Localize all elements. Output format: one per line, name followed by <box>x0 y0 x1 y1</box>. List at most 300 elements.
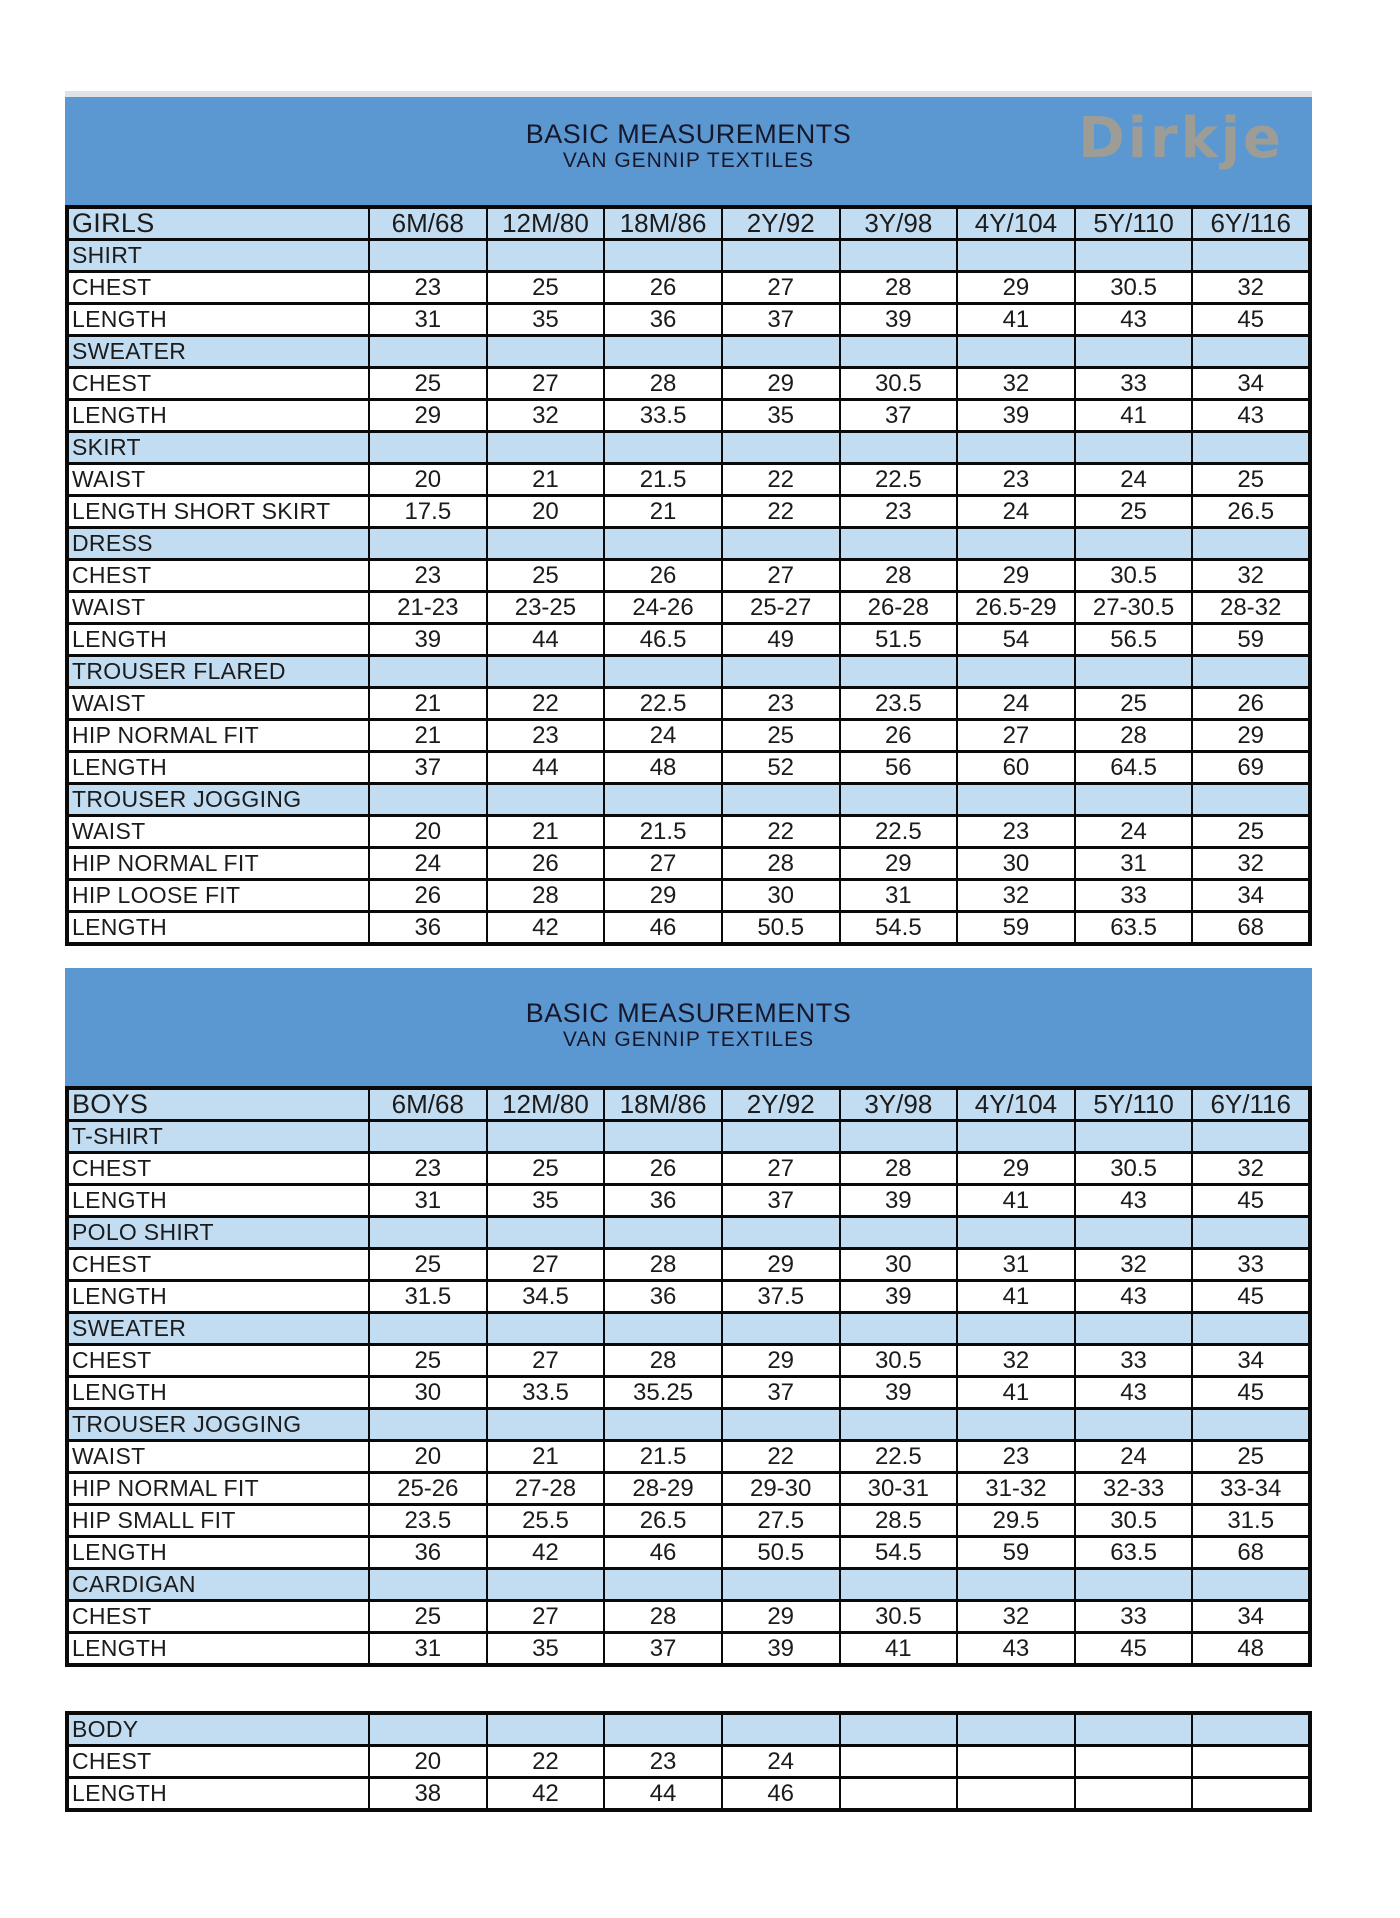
size-column-header: 2Y/92 <box>722 1088 840 1121</box>
row-label-cell: HIP NORMAL FIT <box>67 1473 369 1505</box>
value-cell: 38 <box>369 1778 487 1811</box>
section-empty-cell <box>840 784 958 816</box>
value-cell: 30.5 <box>1075 560 1193 592</box>
measurement-row <box>67 1633 1310 1666</box>
section-header-cell: DRESS <box>67 528 369 560</box>
row-label-cell: HIP SMALL FIT <box>67 1505 369 1537</box>
value-cell: 33 <box>1075 368 1193 400</box>
value-cell: 27 <box>604 848 722 880</box>
value-cell: 25 <box>722 720 840 752</box>
row-label-cell: WAIST <box>67 464 369 496</box>
size-column-header: 2Y/92 <box>722 207 840 240</box>
value-cell: 32 <box>1192 272 1310 304</box>
value-cell: 21 <box>369 720 487 752</box>
value-cell: 29 <box>722 1249 840 1281</box>
value-cell: 60 <box>957 752 1075 784</box>
value-cell: 28 <box>1075 720 1193 752</box>
value-cell: 49 <box>722 624 840 656</box>
row-label-cell: CHEST <box>67 1746 369 1778</box>
value-cell: 41 <box>957 1377 1075 1409</box>
value-cell: 29.5 <box>957 1505 1075 1537</box>
section-empty-cell <box>840 1313 958 1345</box>
measurement-row <box>67 560 1310 592</box>
value-cell: 35.25 <box>604 1377 722 1409</box>
value-cell: 35 <box>487 1633 605 1666</box>
size-column-header: 12M/80 <box>487 1088 605 1121</box>
value-cell: 31.5 <box>369 1281 487 1313</box>
value-cell: 25.5 <box>487 1505 605 1537</box>
row-label-cell: LENGTH <box>67 752 369 784</box>
section-empty-cell <box>957 528 1075 560</box>
section-empty-cell <box>487 240 605 272</box>
section-empty-cell <box>369 240 487 272</box>
measurement-row <box>67 1377 1310 1409</box>
section-empty-cell <box>604 1569 722 1601</box>
value-cell: 30.5 <box>1075 272 1193 304</box>
section-header-cell: TROUSER JOGGING <box>67 784 369 816</box>
value-cell: 23 <box>957 1441 1075 1473</box>
value-cell: 21.5 <box>604 1441 722 1473</box>
value-cell: 25 <box>1075 496 1193 528</box>
section-empty-cell <box>1075 656 1193 688</box>
section-header-cell: TROUSER FLARED <box>67 656 369 688</box>
value-cell: 21.5 <box>604 464 722 496</box>
value-cell: 37 <box>722 1377 840 1409</box>
section-empty-cell <box>1192 1217 1310 1249</box>
value-cell: 43 <box>1075 304 1193 336</box>
value-cell: 32 <box>957 368 1075 400</box>
measurement-row <box>67 1778 1310 1811</box>
value-cell: 25 <box>369 1249 487 1281</box>
value-cell: 46 <box>604 912 722 945</box>
value-cell: 23 <box>957 816 1075 848</box>
value-cell: 35 <box>722 400 840 432</box>
value-cell: 20 <box>369 1746 487 1778</box>
value-cell: 36 <box>369 912 487 945</box>
section-empty-cell <box>957 656 1075 688</box>
value-cell: 27-28 <box>487 1473 605 1505</box>
section-empty-cell <box>369 336 487 368</box>
value-cell: 24 <box>1075 464 1193 496</box>
value-cell: 29 <box>604 880 722 912</box>
row-label-cell: LENGTH <box>67 1377 369 1409</box>
section-empty-cell <box>840 1569 958 1601</box>
value-cell: 27 <box>487 1249 605 1281</box>
section-header-row <box>67 336 1310 368</box>
value-cell: 31 <box>957 1249 1075 1281</box>
value-cell: 27 <box>722 272 840 304</box>
section-empty-cell <box>369 1313 487 1345</box>
value-cell: 21 <box>487 464 605 496</box>
section-empty-cell <box>1192 1569 1310 1601</box>
value-cell: 21 <box>487 1441 605 1473</box>
value-cell: 23 <box>957 464 1075 496</box>
value-cell: 26 <box>1192 688 1310 720</box>
value-cell: 42 <box>487 1778 605 1811</box>
section-empty-cell <box>840 240 958 272</box>
value-cell: 17.5 <box>369 496 487 528</box>
value-cell: 44 <box>487 624 605 656</box>
value-cell: 59 <box>1192 624 1310 656</box>
section-empty-cell <box>604 432 722 464</box>
section-empty-cell <box>487 1409 605 1441</box>
section-empty-cell <box>722 1569 840 1601</box>
dirkje-brand-logo: Dirkje <box>1078 106 1284 171</box>
value-cell: 21 <box>487 816 605 848</box>
row-label-cell: CHEST <box>67 1249 369 1281</box>
sheet-content <box>65 91 1312 1812</box>
value-cell: 33 <box>1075 1345 1193 1377</box>
empty-value-cell <box>1075 1746 1193 1778</box>
value-cell: 63.5 <box>1075 912 1193 945</box>
section-header-cell: SHIRT <box>67 240 369 272</box>
section-empty-cell <box>487 528 605 560</box>
section-empty-cell <box>1192 432 1310 464</box>
row-label-cell: LENGTH <box>67 912 369 945</box>
value-cell: 22.5 <box>604 688 722 720</box>
value-cell: 32 <box>1192 560 1310 592</box>
value-cell: 24-26 <box>604 592 722 624</box>
value-cell: 25 <box>369 1601 487 1633</box>
value-cell: 33.5 <box>604 400 722 432</box>
value-cell: 23 <box>722 688 840 720</box>
value-cell: 26.5 <box>1192 496 1310 528</box>
value-cell: 28 <box>604 368 722 400</box>
section-empty-cell <box>604 528 722 560</box>
value-cell: 23 <box>369 560 487 592</box>
value-cell: 25 <box>1192 816 1310 848</box>
section-empty-cell <box>1192 240 1310 272</box>
value-cell: 29 <box>722 1601 840 1633</box>
value-cell: 51.5 <box>840 624 958 656</box>
value-cell: 25 <box>1192 464 1310 496</box>
section-empty-cell <box>957 1313 1075 1345</box>
value-cell: 28 <box>604 1249 722 1281</box>
value-cell: 37 <box>604 1633 722 1666</box>
section-empty-cell <box>957 240 1075 272</box>
section-empty-cell <box>1192 336 1310 368</box>
section-empty-cell <box>840 656 958 688</box>
section-empty-cell <box>369 432 487 464</box>
value-cell: 39 <box>957 400 1075 432</box>
section-empty-cell <box>487 784 605 816</box>
value-cell: 31 <box>369 304 487 336</box>
section-header-row <box>67 1313 1310 1345</box>
row-label-cell: CHEST <box>67 368 369 400</box>
section-empty-cell <box>1192 1313 1310 1345</box>
section-empty-cell <box>1192 1409 1310 1441</box>
value-cell: 41 <box>957 304 1075 336</box>
value-cell: 43 <box>1192 400 1310 432</box>
section-header-row <box>67 1217 1310 1249</box>
section-empty-cell <box>369 1569 487 1601</box>
value-cell: 69 <box>1192 752 1310 784</box>
measurement-row <box>67 400 1310 432</box>
section-empty-cell <box>1075 432 1193 464</box>
value-cell: 32 <box>957 1345 1075 1377</box>
section-empty-cell <box>604 1217 722 1249</box>
measurement-row <box>67 816 1310 848</box>
value-cell: 64.5 <box>1075 752 1193 784</box>
value-cell: 26-28 <box>840 592 958 624</box>
value-cell: 32 <box>957 1601 1075 1633</box>
value-cell: 25 <box>369 1345 487 1377</box>
measurement-row <box>67 1746 1310 1778</box>
value-cell: 28 <box>604 1345 722 1377</box>
size-column-header: 5Y/110 <box>1075 207 1193 240</box>
value-cell: 31.5 <box>1192 1505 1310 1537</box>
measurement-row <box>67 1153 1310 1185</box>
section-header-cell: SWEATER <box>67 1313 369 1345</box>
row-label-cell: LENGTH <box>67 1633 369 1666</box>
value-cell: 44 <box>487 752 605 784</box>
row-label-cell: LENGTH <box>67 624 369 656</box>
value-cell: 25-26 <box>369 1473 487 1505</box>
section-empty-cell <box>487 336 605 368</box>
section-header-cell: POLO SHIRT <box>67 1217 369 1249</box>
section-empty-cell <box>722 336 840 368</box>
section-header-row <box>67 1121 1310 1153</box>
value-cell: 59 <box>957 1537 1075 1569</box>
section-header-cell: T-SHIRT <box>67 1121 369 1153</box>
value-cell: 29 <box>957 1153 1075 1185</box>
table-title-cell: BOYS <box>67 1088 369 1121</box>
empty-value-cell <box>1192 1746 1310 1778</box>
value-cell: 29 <box>957 272 1075 304</box>
section-empty-cell <box>1192 656 1310 688</box>
value-cell: 54.5 <box>840 912 958 945</box>
value-cell: 68 <box>1192 1537 1310 1569</box>
page-title: BASIC MEASUREMENTS <box>525 998 852 1028</box>
empty-value-cell <box>957 1746 1075 1778</box>
row-label-cell: CHEST <box>67 560 369 592</box>
row-label-cell: LENGTH SHORT SKIRT <box>67 496 369 528</box>
value-cell: 32 <box>1192 848 1310 880</box>
section-empty-cell <box>487 1217 605 1249</box>
value-cell: 45 <box>1192 1185 1310 1217</box>
section-empty-cell <box>957 432 1075 464</box>
value-cell: 30.5 <box>1075 1505 1193 1537</box>
value-cell: 22.5 <box>840 816 958 848</box>
value-cell: 43 <box>1075 1281 1193 1313</box>
value-cell: 32 <box>487 400 605 432</box>
value-cell: 45 <box>1192 1281 1310 1313</box>
value-cell: 50.5 <box>722 912 840 945</box>
empty-value-cell <box>1192 1778 1310 1811</box>
value-cell: 27 <box>487 1601 605 1633</box>
value-cell: 30 <box>369 1377 487 1409</box>
section-empty-cell <box>604 1121 722 1153</box>
value-cell: 36 <box>604 1185 722 1217</box>
value-cell: 23.5 <box>840 688 958 720</box>
value-cell: 26 <box>604 272 722 304</box>
value-cell: 41 <box>1075 400 1193 432</box>
value-cell: 27 <box>957 720 1075 752</box>
boys-header-band <box>65 968 1312 1086</box>
size-column-header: 4Y/104 <box>957 1088 1075 1121</box>
row-label-cell: LENGTH <box>67 1778 369 1811</box>
value-cell: 39 <box>840 1377 958 1409</box>
section-empty-cell <box>487 656 605 688</box>
table-title-cell: GIRLS <box>67 207 369 240</box>
value-cell: 26 <box>487 848 605 880</box>
section-empty-cell <box>1075 240 1193 272</box>
row-label-cell: LENGTH <box>67 1537 369 1569</box>
value-cell: 30.5 <box>840 1601 958 1633</box>
value-cell: 30.5 <box>840 368 958 400</box>
value-cell: 26 <box>604 560 722 592</box>
row-label-cell: WAIST <box>67 1441 369 1473</box>
section-empty-cell <box>722 1409 840 1441</box>
value-cell: 33 <box>1192 1249 1310 1281</box>
value-cell: 33-34 <box>1192 1473 1310 1505</box>
girls-size-table <box>65 205 1312 946</box>
value-cell: 20 <box>369 464 487 496</box>
size-column-header: 5Y/110 <box>1075 1088 1193 1121</box>
section-empty-cell <box>840 1121 958 1153</box>
value-cell: 28 <box>722 848 840 880</box>
section-empty-cell <box>604 1713 722 1746</box>
value-cell: 27 <box>487 1345 605 1377</box>
measurement-row <box>67 752 1310 784</box>
section-empty-cell <box>604 1409 722 1441</box>
section-header-row <box>67 1409 1310 1441</box>
section-header-row <box>67 528 1310 560</box>
section-empty-cell <box>957 1121 1075 1153</box>
value-cell: 28 <box>840 272 958 304</box>
value-cell: 34 <box>1192 880 1310 912</box>
value-cell: 23 <box>840 496 958 528</box>
row-label-cell: CHEST <box>67 1153 369 1185</box>
value-cell: 27 <box>722 1153 840 1185</box>
value-cell: 35 <box>487 304 605 336</box>
value-cell: 50.5 <box>722 1537 840 1569</box>
value-cell: 29 <box>722 1345 840 1377</box>
section-empty-cell <box>369 1409 487 1441</box>
measurement-row <box>67 1185 1310 1217</box>
section-empty-cell <box>957 1217 1075 1249</box>
size-column-header: 3Y/98 <box>840 207 958 240</box>
section-empty-cell <box>840 1217 958 1249</box>
section-empty-cell <box>369 784 487 816</box>
size-column-header: 6M/68 <box>369 207 487 240</box>
section-empty-cell <box>840 528 958 560</box>
measurement-row <box>67 1473 1310 1505</box>
value-cell: 41 <box>957 1185 1075 1217</box>
section-empty-cell <box>840 1713 958 1746</box>
value-cell: 27.5 <box>722 1505 840 1537</box>
value-cell: 26.5-29 <box>957 592 1075 624</box>
section-empty-cell <box>722 656 840 688</box>
value-cell: 30 <box>957 848 1075 880</box>
size-column-header: 4Y/104 <box>957 207 1075 240</box>
section-empty-cell <box>840 432 958 464</box>
section-empty-cell <box>722 1713 840 1746</box>
value-cell: 28-32 <box>1192 592 1310 624</box>
row-label-cell: HIP NORMAL FIT <box>67 720 369 752</box>
value-cell: 54.5 <box>840 1537 958 1569</box>
value-cell: 30.5 <box>840 1345 958 1377</box>
value-cell: 41 <box>840 1633 958 1666</box>
value-cell: 20 <box>369 816 487 848</box>
value-cell: 28.5 <box>840 1505 958 1537</box>
value-cell: 39 <box>840 304 958 336</box>
value-cell: 28-29 <box>604 1473 722 1505</box>
section-empty-cell <box>487 1713 605 1746</box>
row-label-cell: CHEST <box>67 272 369 304</box>
value-cell: 24 <box>1075 1441 1193 1473</box>
value-cell: 29 <box>1192 720 1310 752</box>
value-cell: 39 <box>840 1281 958 1313</box>
value-cell: 27-30.5 <box>1075 592 1193 624</box>
measurement-row <box>67 1537 1310 1569</box>
value-cell: 23-25 <box>487 592 605 624</box>
value-cell: 31-32 <box>957 1473 1075 1505</box>
value-cell: 56.5 <box>1075 624 1193 656</box>
section-header-row <box>67 432 1310 464</box>
value-cell: 33 <box>1075 880 1193 912</box>
value-cell: 46 <box>604 1537 722 1569</box>
value-cell: 25 <box>1192 1441 1310 1473</box>
size-column-header: 6Y/116 <box>1192 1088 1310 1121</box>
empty-value-cell <box>840 1778 958 1811</box>
girls-header-band <box>65 91 1312 205</box>
size-column-header: 18M/86 <box>604 1088 722 1121</box>
measurement-row <box>67 592 1310 624</box>
value-cell: 32 <box>1075 1249 1193 1281</box>
value-cell: 21-23 <box>369 592 487 624</box>
value-cell: 22 <box>722 496 840 528</box>
columns-header-row <box>67 1088 1310 1121</box>
measurement-row <box>67 496 1310 528</box>
value-cell: 22 <box>487 688 605 720</box>
value-cell: 23.5 <box>369 1505 487 1537</box>
value-cell: 24 <box>957 496 1075 528</box>
value-cell: 26 <box>369 880 487 912</box>
value-cell: 34 <box>1192 368 1310 400</box>
columns-header-row <box>67 207 1310 240</box>
row-label-cell: WAIST <box>67 592 369 624</box>
section-empty-cell <box>604 1313 722 1345</box>
row-label-cell: CHEST <box>67 1601 369 1633</box>
value-cell: 30 <box>722 880 840 912</box>
section-empty-cell <box>722 528 840 560</box>
row-label-cell: HIP NORMAL FIT <box>67 848 369 880</box>
value-cell: 22.5 <box>840 464 958 496</box>
section-header-row <box>67 240 1310 272</box>
value-cell: 63.5 <box>1075 1537 1193 1569</box>
value-cell: 33 <box>1075 1601 1193 1633</box>
value-cell: 30-31 <box>840 1473 958 1505</box>
section-empty-cell <box>957 1409 1075 1441</box>
section-empty-cell <box>722 1121 840 1153</box>
measurement-row <box>67 688 1310 720</box>
value-cell: 25 <box>487 272 605 304</box>
value-cell: 29 <box>722 368 840 400</box>
value-cell: 45 <box>1075 1633 1193 1666</box>
row-label-cell: LENGTH <box>67 400 369 432</box>
value-cell: 20 <box>369 1441 487 1473</box>
row-label-cell: WAIST <box>67 816 369 848</box>
value-cell: 31 <box>369 1633 487 1666</box>
value-cell: 21 <box>604 496 722 528</box>
value-cell: 28 <box>840 560 958 592</box>
row-label-cell: HIP LOOSE FIT <box>67 880 369 912</box>
section-empty-cell <box>840 336 958 368</box>
section-empty-cell <box>722 1217 840 1249</box>
size-column-header: 12M/80 <box>487 207 605 240</box>
row-label-cell: LENGTH <box>67 1281 369 1313</box>
